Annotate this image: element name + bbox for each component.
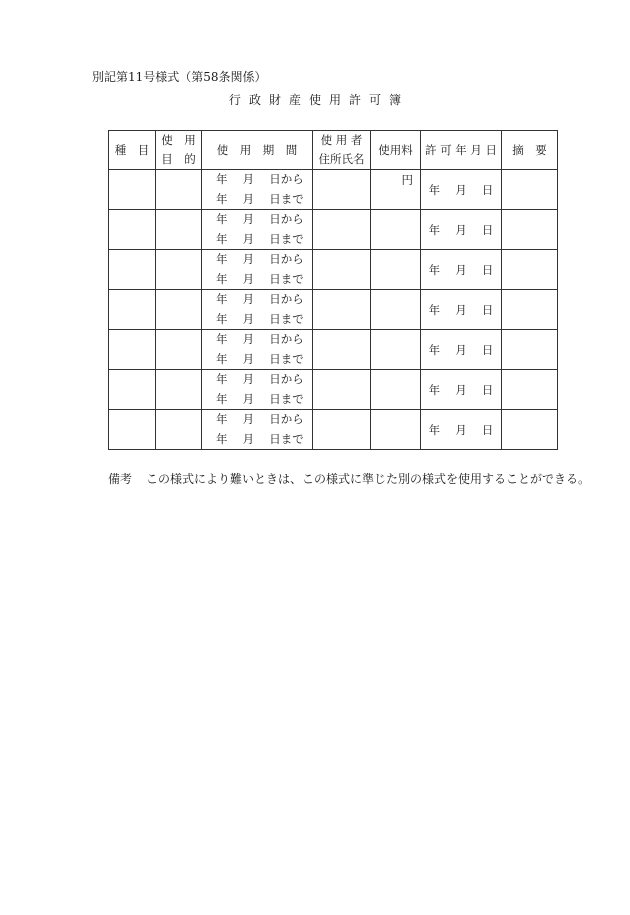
header-purpose-line1: 使 用 bbox=[161, 133, 196, 147]
title-char: 行 bbox=[228, 93, 241, 107]
table-row bbox=[109, 250, 558, 290]
header-category: 種 目 bbox=[109, 131, 156, 170]
cell-category[interactable] bbox=[109, 210, 156, 250]
cell-fee[interactable] bbox=[371, 250, 421, 290]
cell-category[interactable] bbox=[109, 250, 156, 290]
header-notes: 摘 要 bbox=[502, 131, 558, 170]
cell-permit-date[interactable]: 年 月 日 bbox=[421, 410, 502, 450]
period-from: 年 月 日から bbox=[216, 412, 304, 426]
period-from: 年 月 日から bbox=[216, 372, 304, 386]
cell-user[interactable] bbox=[313, 170, 371, 210]
cell-period[interactable] bbox=[202, 290, 313, 330]
period-from: 年 月 日から bbox=[216, 172, 304, 186]
cell-fee[interactable] bbox=[371, 370, 421, 410]
cell-notes[interactable] bbox=[502, 410, 558, 450]
cell-user[interactable] bbox=[313, 370, 371, 410]
period-to: 年 月 日まで bbox=[216, 311, 304, 326]
cell-period[interactable] bbox=[202, 410, 313, 450]
cell-notes[interactable] bbox=[502, 210, 558, 250]
period-to: 年 月 日まで bbox=[216, 231, 304, 246]
cell-permit-date[interactable]: 年 月 日 bbox=[421, 330, 502, 370]
title-char: 用 bbox=[329, 93, 342, 107]
permit-register-table bbox=[108, 130, 558, 450]
header-purpose-line2: 目 的 bbox=[161, 152, 196, 166]
table-row bbox=[109, 210, 558, 250]
period-to: 年 月 日まで bbox=[216, 431, 304, 446]
table-header-row bbox=[109, 131, 558, 170]
cell-category[interactable] bbox=[109, 330, 156, 370]
header-user-line1: 使 用 者 bbox=[320, 133, 363, 147]
title-char: 許 bbox=[349, 93, 362, 107]
cell-purpose[interactable] bbox=[156, 250, 202, 290]
cell-notes[interactable] bbox=[502, 370, 558, 410]
cell-category[interactable] bbox=[109, 410, 156, 450]
cell-notes[interactable] bbox=[502, 170, 558, 210]
table-row bbox=[109, 330, 558, 370]
cell-user[interactable] bbox=[313, 330, 371, 370]
cell-permit-date[interactable]: 年 月 日 bbox=[421, 370, 502, 410]
cell-permit-date[interactable]: 年 月 日 bbox=[421, 290, 502, 330]
cell-notes[interactable] bbox=[502, 250, 558, 290]
title-char: 簿 bbox=[389, 93, 402, 107]
cell-category[interactable] bbox=[109, 170, 156, 210]
period-from: 年 月 日から bbox=[216, 332, 304, 346]
cell-fee[interactable] bbox=[371, 210, 421, 250]
table-row bbox=[109, 170, 558, 210]
cell-fee[interactable] bbox=[371, 330, 421, 370]
cell-period[interactable] bbox=[202, 330, 313, 370]
cell-permit-date[interactable]: 年 月 日 bbox=[421, 250, 502, 290]
cell-user[interactable] bbox=[313, 250, 371, 290]
table-row bbox=[109, 410, 558, 450]
cell-user[interactable] bbox=[313, 210, 371, 250]
cell-permit-date[interactable]: 年 月 日 bbox=[421, 170, 502, 210]
cell-period[interactable] bbox=[202, 170, 313, 210]
cell-purpose[interactable] bbox=[156, 210, 202, 250]
cell-category[interactable] bbox=[109, 290, 156, 330]
title-char: 産 bbox=[288, 93, 301, 107]
period-to: 年 月 日まで bbox=[216, 271, 304, 286]
header-purpose bbox=[156, 131, 202, 170]
cell-permit-date[interactable]: 年 月 日 bbox=[421, 210, 502, 250]
cell-purpose[interactable] bbox=[156, 170, 202, 210]
period-from: 年 月 日から bbox=[216, 292, 304, 306]
document-title bbox=[0, 93, 630, 107]
title-char: 財 bbox=[268, 93, 281, 107]
period-from: 年 月 日から bbox=[216, 252, 304, 266]
cell-fee[interactable] bbox=[371, 410, 421, 450]
header-permit-date: 許 可 年 月 日 bbox=[421, 131, 502, 170]
cell-user[interactable] bbox=[313, 290, 371, 330]
period-to: 年 月 日まで bbox=[216, 391, 304, 406]
title-char: 使 bbox=[308, 93, 321, 107]
cell-fee[interactable] bbox=[371, 290, 421, 330]
title-char: 政 bbox=[248, 93, 261, 107]
cell-purpose[interactable] bbox=[156, 330, 202, 370]
period-from: 年 月 日から bbox=[216, 212, 304, 226]
cell-period[interactable] bbox=[202, 370, 313, 410]
remark-label: 備考 bbox=[108, 472, 133, 486]
cell-period[interactable] bbox=[202, 250, 313, 290]
cell-purpose[interactable] bbox=[156, 290, 202, 330]
remark-note bbox=[108, 472, 590, 486]
period-to: 年 月 日まで bbox=[216, 351, 304, 366]
header-fee: 使用料 bbox=[371, 131, 421, 170]
cell-notes[interactable] bbox=[502, 290, 558, 330]
cell-notes[interactable] bbox=[502, 330, 558, 370]
cell-purpose[interactable] bbox=[156, 370, 202, 410]
form-number: 別記第11号様式（第58条関係） bbox=[92, 70, 267, 84]
period-to: 年 月 日まで bbox=[216, 191, 304, 206]
title-char: 可 bbox=[369, 93, 382, 107]
cell-category[interactable] bbox=[109, 370, 156, 410]
cell-period[interactable] bbox=[202, 210, 313, 250]
remark-text: この様式により難いときは、この様式に準じた別の様式を使用することができる。 bbox=[146, 472, 591, 486]
cell-fee[interactable]: 円 bbox=[371, 170, 421, 210]
table-row bbox=[109, 290, 558, 330]
cell-user[interactable] bbox=[313, 410, 371, 450]
header-user-line2: 住所氏名 bbox=[318, 152, 365, 166]
header-period: 使 用 期 間 bbox=[202, 131, 313, 170]
cell-purpose[interactable] bbox=[156, 410, 202, 450]
header-user bbox=[313, 131, 371, 170]
table-row bbox=[109, 370, 558, 410]
